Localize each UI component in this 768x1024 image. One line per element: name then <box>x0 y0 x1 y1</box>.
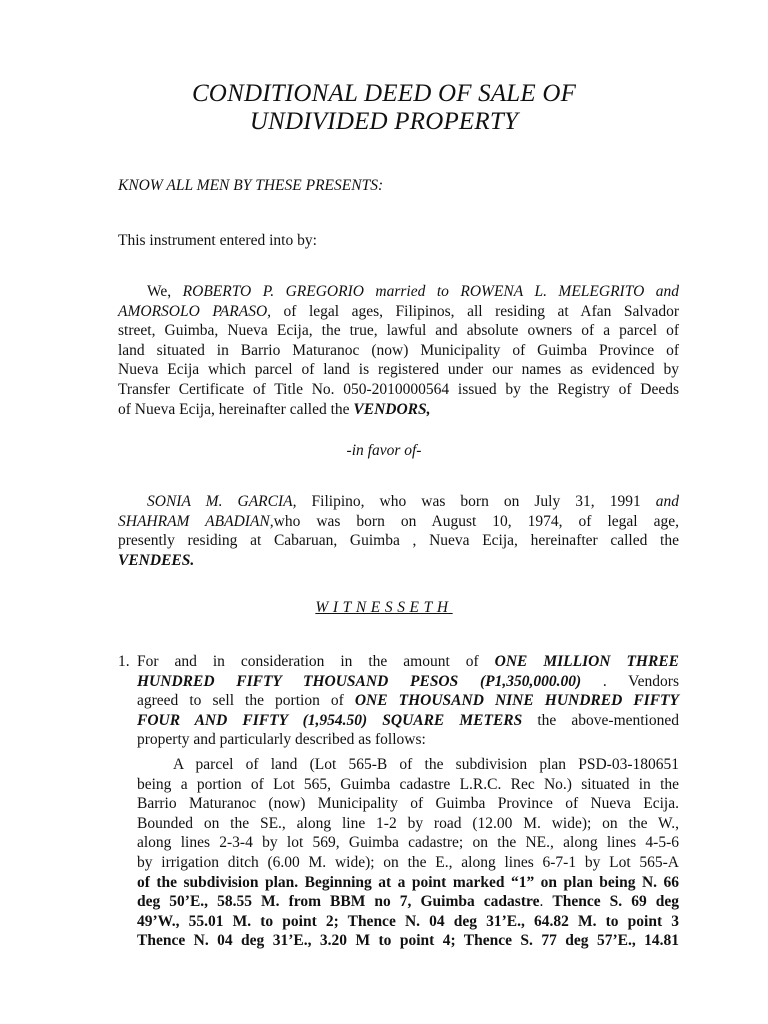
desc-line-3: Barrio Maturanoc (now) Municipality of Guimba Province of Nueva Ecija. <box>137 795 679 813</box>
vendor-names-1: ROBERTO P. GREGORIO married to ROWENA L. MELEGRITO and <box>182 283 679 300</box>
desc-line-2: being a portion of Lot 565, Guimba cadastre L.R.C. Rec No.) situated in the <box>137 775 679 793</box>
item-1-paragraph <box>137 652 679 750</box>
in-favor-of: -in favor of- <box>346 442 422 459</box>
area-words-2: FOUR AND FIFTY (1,954.50) SQUARE METERS <box>137 711 523 729</box>
vendees-line-1: SONIA M. GARCIA, Filipino, who was born on July 31, 1991 and <box>118 492 679 512</box>
area-words-1: ONE THOUSAND NINE HUNDRED FIFTY <box>354 692 679 710</box>
vendors-line-6: Transfer Certificate of Title No. 050-2010000564 issued by the Registry of Deeds <box>118 380 679 398</box>
desc-line-9: 49’W., 55.01 M. to point 2; Thence N. 04 deg 31’E., 64.82 M. to point 3 <box>137 912 679 930</box>
vendees-line-4 <box>118 551 679 571</box>
title-line-1: CONDITIONAL DEED OF SALE OF <box>191 80 577 107</box>
know-all-men-heading: KNOW ALL MEN BY THESE PRESENTS: <box>118 177 384 194</box>
vendors-paragraph <box>118 282 679 419</box>
vendors-line-4: land situated in Barrio Maturanoc (now) Municipality of Guimba Province of <box>118 341 679 359</box>
item1-line-3: agreed to sell the portion of ONE THOUSAND NINE HUNDRED FIFTY <box>137 692 679 710</box>
item1-line-5: property and particularly described as follows: <box>137 731 426 749</box>
property-description <box>137 755 679 951</box>
desc-line-7: of the subdivision plan. Beginning at a point marked “1” on plan being N. 66 <box>137 873 679 891</box>
vendees-paragraph <box>118 492 679 570</box>
vendor-names-2: AMORSOLO PARASO, <box>118 302 272 320</box>
item1-line-2: HUNDRED FIFTY THOUSAND PESOS (P1,350,000.00) . Vendors <box>137 672 679 690</box>
desc-line-1: A parcel of land (Lot 565-B of the subdivision plan PSD-03-180651 <box>173 756 679 773</box>
vendors-line-2: AMORSOLO PARASO, of legal ages, Filipinos, all residing at Afan Salvador <box>118 302 679 320</box>
item-1-number: 1. <box>118 653 130 670</box>
item1-line-1: For and in consideration in the amount of ONE MILLION THREE <box>137 653 679 670</box>
vendors-line-7: of Nueva Ecija, hereinafter called the VENDORS, <box>118 400 431 418</box>
vendors-line-5: Nueva Ecija which parcel of land is registered under our names as evidenced by <box>118 361 679 379</box>
desc-line-4: Bounded on the SE., along line 1-2 by road (12.00 M. wide); on the W., <box>137 814 679 832</box>
vendors-line-3: street, Guimba, Nueva Ecija, the true, lawful and absolute owners of a parcel of <box>118 322 679 340</box>
vendee-name-1: SONIA M. GARCIA, <box>147 493 297 510</box>
vendors-term: VENDORS, <box>353 400 431 418</box>
vendees-line-2: SHAHRAM ABADIAN,who was born on August 10, 1974, of legal age, <box>118 512 679 530</box>
vendees-term: VENDEES. <box>118 551 195 569</box>
item1-line-4: FOUR AND FIFTY (1,954.50) SQUARE METERS the above-mentioned <box>137 711 679 729</box>
witnesseth-heading: WITNESSETH <box>315 599 453 616</box>
desc-line-5: along lines 2-3-4 by lot 569, Guimba cadastre; on the NE., along lines 4-5-6 <box>137 834 679 852</box>
document-title <box>0 80 768 136</box>
vendee-name-2: SHAHRAM ABADIAN, <box>118 512 274 530</box>
instrument-intro: This instrument entered into by: <box>118 232 317 249</box>
desc-line-10: Thence N. 04 deg 31’E., 3.20 M to point 4; Thence S. 77 deg 57’E., 14.81 <box>137 932 679 950</box>
desc-line-8: deg 50’E., 58.55 M. from BBM no 7, Guimba cadastre. Thence S. 69 deg <box>137 893 679 911</box>
title-line-2: UNDIVIDED PROPERTY <box>249 108 519 135</box>
desc-line-6: by irrigation ditch (6.00 M. wide); on the E., along lines 6-7-1 by Lot 565-A <box>137 853 679 871</box>
vendees-line-3: presently residing at Cabaruan, Guimba , Nueva Ecija, hereinafter called the <box>118 532 679 550</box>
price-words-2: HUNDRED FIFTY THOUSAND PESOS (P1,350,000.00) <box>137 672 582 690</box>
price-words-1: ONE MILLION THREE <box>494 653 679 670</box>
vendors-line-1: We, ROBERTO P. GREGORIO married to ROWENA L. MELEGRITO and <box>147 283 679 300</box>
